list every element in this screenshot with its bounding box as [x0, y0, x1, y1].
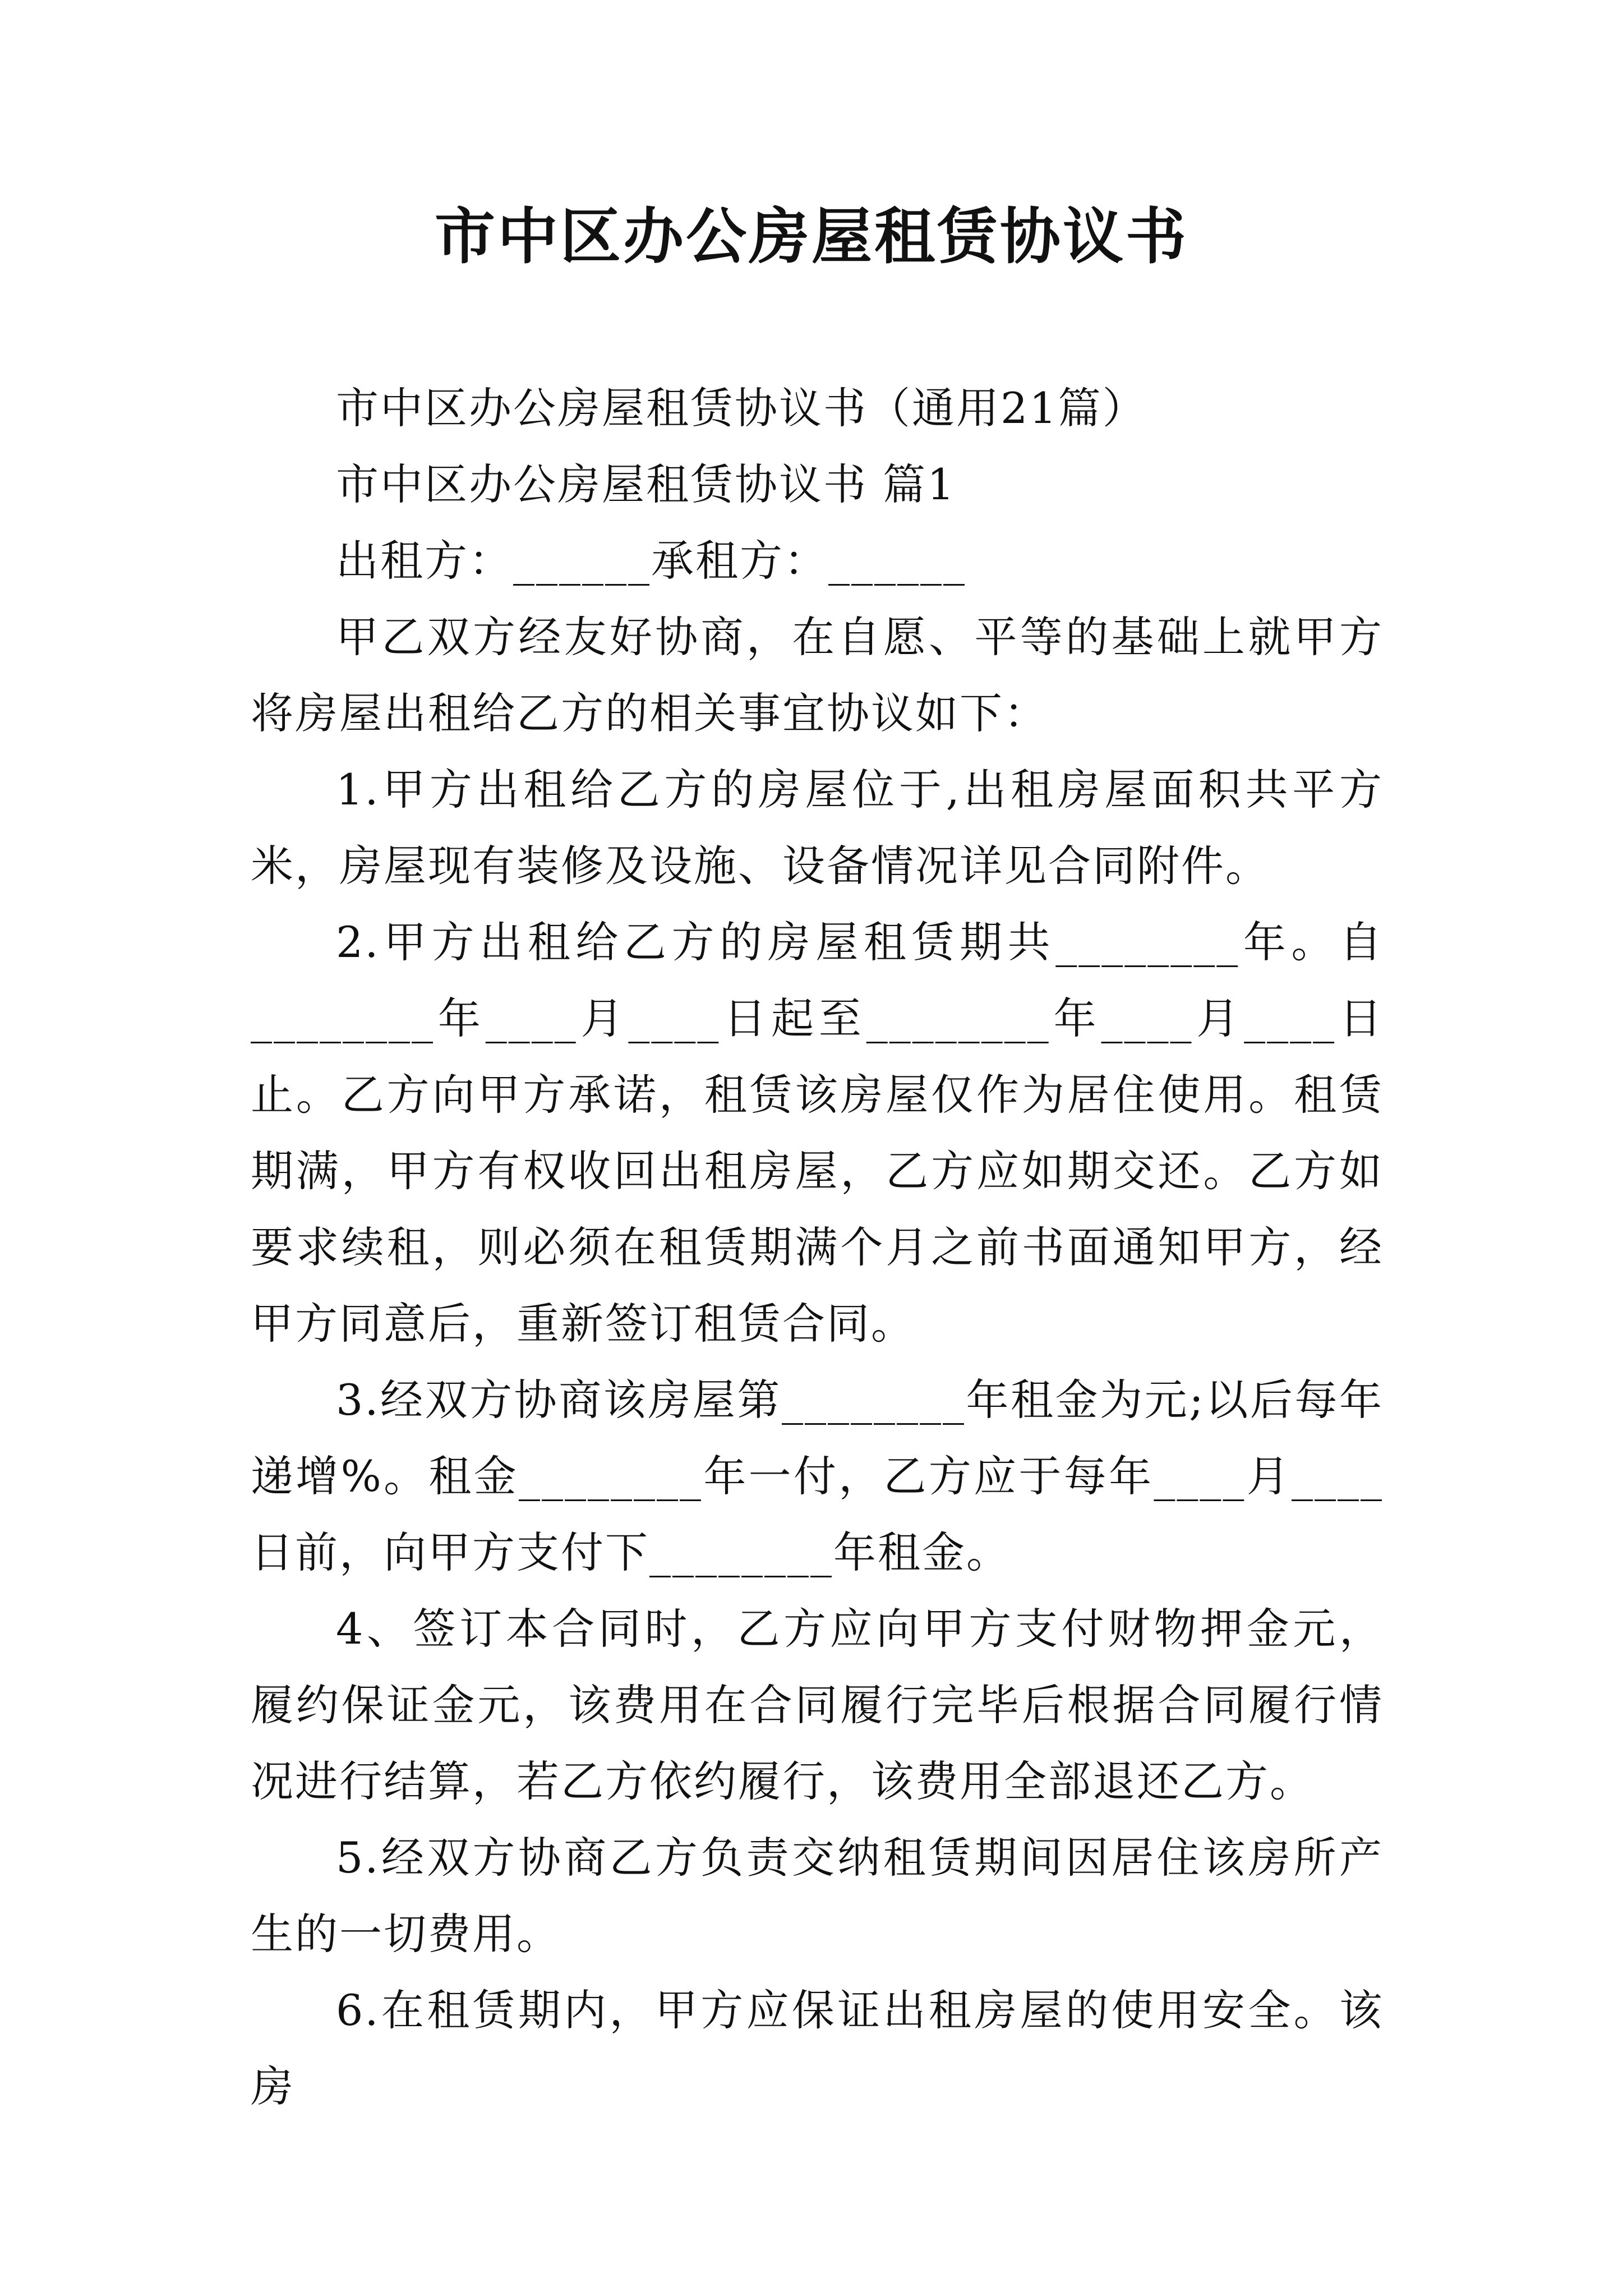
paragraph-clause-1: 1.甲方出租给乙方的房屋位于,出租房屋面积共平方米，房屋现有装修及设施、设备情况详见合同附件。	[251, 765, 1384, 891]
paragraph-clause-5: 5.经双方协商乙方负责交纳租赁期间因居住该房所产生的一切费用。	[251, 1833, 1384, 1959]
paragraph-clause-2: 2.甲方出租给乙方的房屋租赁期共________年。自________年____月____日起至________年____月____日止。乙方向甲方承诺，租赁该房屋仅作为居住使用。租赁期满，甲方有权收回出租房屋，乙方应如期交还。乙方如要求续租，则必须在租赁期满个月之前书面通知甲方，经甲方同意后，重新签订租赁合同。	[251, 917, 1384, 1349]
document-body	[251, 370, 1384, 2125]
paragraph-parties: 出租方：______承租方：______	[336, 536, 966, 586]
paragraph-clause-4: 4、签订本合同时，乙方应向甲方支付财物押金元，履约保证金元，该费用在合同履行完毕后根据合同履行情况进行结算，若乙方依约履行，该费用全部退还乙方。	[251, 1604, 1384, 1806]
paragraph-collection-title: 市中区办公房屋租赁协议书（通用21篇）	[336, 383, 1147, 433]
paragraph-preamble: 甲乙双方经友好协商，在自愿、平等的基础上就甲方将房屋出租给乙方的相关事宜协议如下：	[251, 612, 1384, 738]
paragraph-clause-3: 3.经双方协商该房屋第________年租金为元;以后每年递增%。租金________年一付，乙方应于每年____月____日前，向甲方支付下________年租金。	[251, 1375, 1384, 1577]
paragraph-clause-6: 6.在租赁期内，甲方应保证出租房屋的使用安全。该房	[251, 1985, 1384, 2111]
document-title: 市中区办公房屋租赁协议书	[434, 201, 1188, 272]
paragraph-chapter-heading: 市中区办公房屋租赁协议书 篇1	[336, 459, 956, 509]
